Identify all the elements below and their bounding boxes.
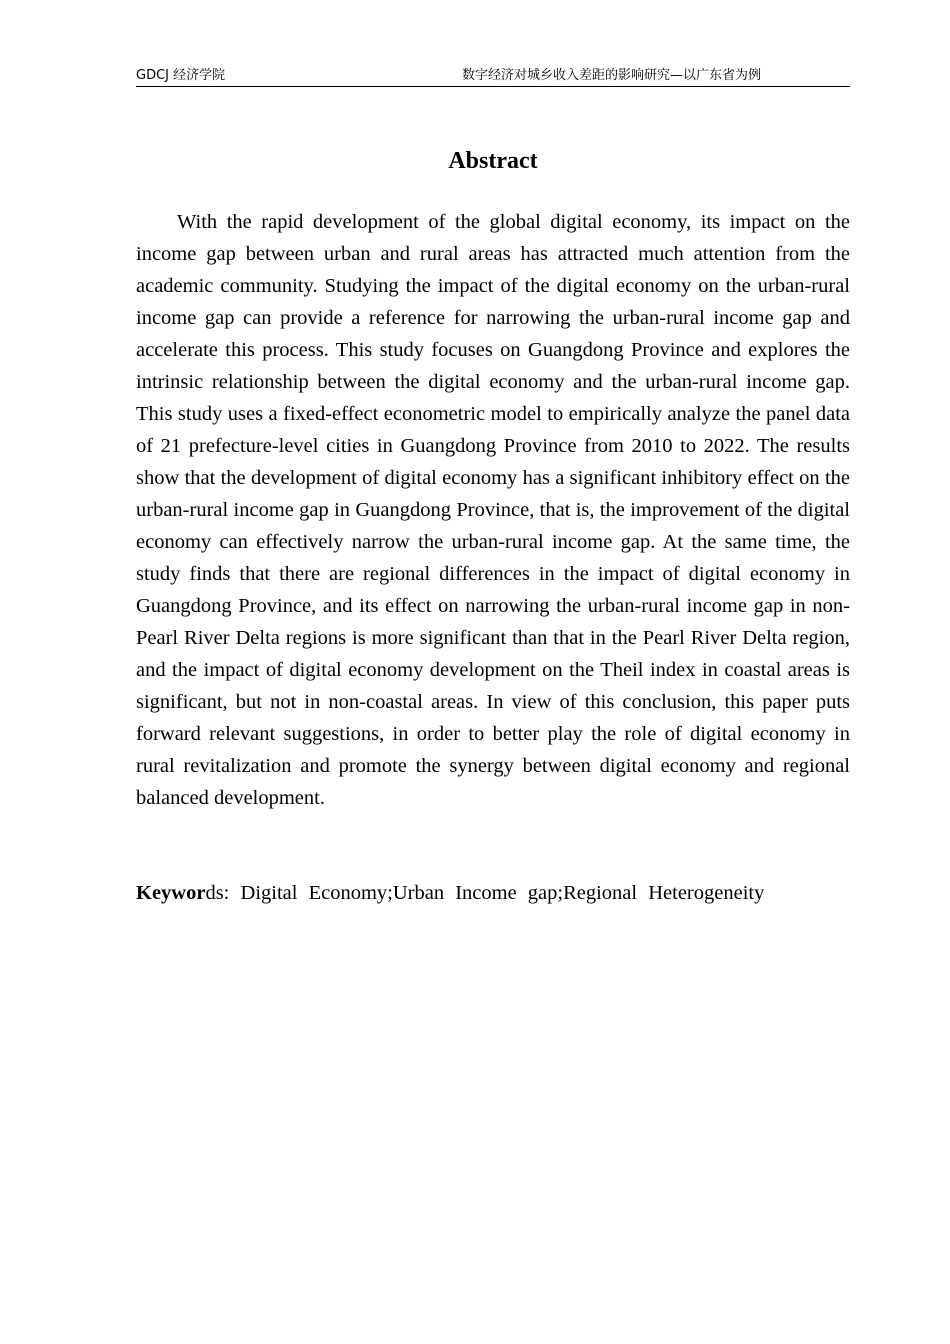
keywords-label-rest: ds:: [205, 882, 230, 904]
header-institution: GDCJ 经济学院: [136, 68, 226, 83]
abstract-body: With the rapid development of the global digital economy, its impact on the income gap between urban and rural areas has attracted much attention from the academic community. Studying the impact of the digital economy on the urban-rural income gap can provide a reference for narrowing the urban-rural income gap and accelerate this process. This study focuses on Guangdong Province and explores the intrinsic relationship between the digital economy and the urban-rural income gap. This study uses a fixed-effect econometric model to empirically analyze the panel data of 21 prefecture-level cities in Guangdong Province from 2010 to 2022. The results show that the development of digital economy has a significant inhibitory effect on the urban-rural income gap in Guangdong Province, that is, the improvement of the digital economy can effectively narrow the urban-rural income gap. At the same time, the study finds that there are regional differences in the impact of digital economy in Guangdong Province, and its effect on narrowing the urban-rural income gap in non-Pearl River Delta regions is more significant than that in the Pearl River Delta region, and the impact of digital economy development on the Theil index in coastal areas is significant, but not in non-coastal areas. In view of this conclusion, this paper puts forward relevant suggestions, in order to better play the role of digital economy in rural revitalization and promote the synergy between digital economy and regional balanced development.: [136, 211, 850, 809]
keywords-line: [136, 877, 850, 909]
page-header: [136, 66, 850, 87]
keywords-text: Digital Economy;Urban Income gap;Regional Heterogeneity: [240, 882, 765, 904]
keywords-label-bold: Keywor: [136, 882, 206, 904]
abstract-title: Abstract: [448, 148, 538, 174]
header-thesis-title: 数字经济对城乡收入差距的影响研究—以广东省为例: [462, 68, 762, 83]
